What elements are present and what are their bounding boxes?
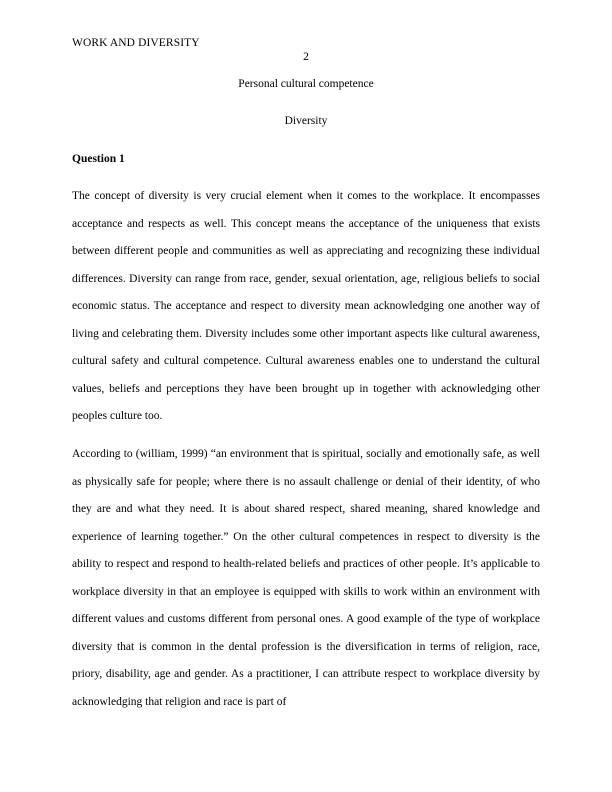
document-subtitle: Diversity (284, 115, 328, 127)
question-heading: Question 1 (72, 153, 125, 165)
body-paragraph-1: The concept of diversity is very crucial element when it comes to the workplace. It encompasses acceptance and respects as well. This concept means the acceptance of the uniqueness that exists between different people and communities as well as appreciating and recognizing these individual differences. Diversity can range from race, gender, sexual orientation, age, religious beliefs to social economic status. The acceptance and respect to diversity mean acknowledging one another way of living and celebrating them. Diversity includes some other important aspects like cultural awareness, cultural safety and cultural competence. Cultural awareness enables one to understand the cultural values, beliefs and perceptions they have been brought up in together with acknowledging other peoples culture too. (72, 190, 540, 422)
document-title: Personal cultural competence (238, 78, 374, 90)
running-head: WORK AND DIVERSITY (72, 37, 200, 49)
body-paragraph-2: According to (william, 1999) “an environment that is spiritual, socially and emotionally safe, as well as physically safe for people; where there is no assault challenge or denial of their identity, of who they are and what they need. It is about shared respect, shared meaning, shared knowledge and experience of learning together.” On the other cultural competences in respect to diversity is the ability to respect and respond to health-related beliefs and practices of other people. It’s applicable to workplace diversity in that an employee is equipped with skills to work within an environment with different values and customs different from personal ones. A good example of the type of workplace diversity that is common in the dental profession is the diversification in terms of religion, race, priory, disability, age and gender. As a practitioner, I can attribute respect to workplace diversity by acknowledging that religion and race is part of (72, 448, 540, 708)
page-number: 2 (303, 51, 309, 63)
